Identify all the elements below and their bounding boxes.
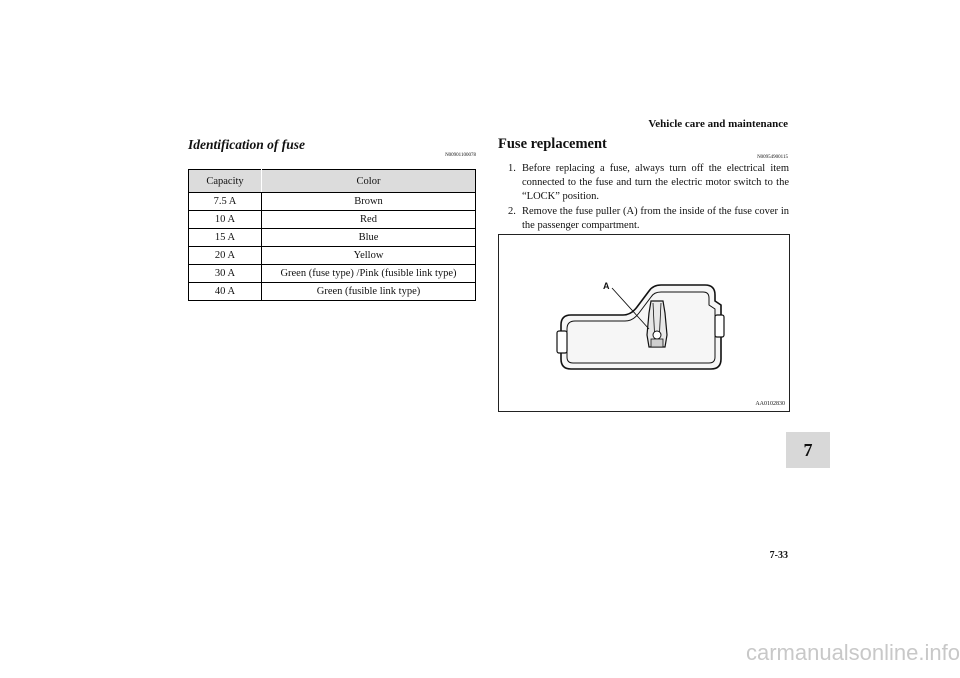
- figure-code: AA0102830: [755, 401, 785, 407]
- running-header: Vehicle care and maintenance: [648, 118, 788, 130]
- table-row: [189, 265, 476, 283]
- color-cell: Red: [262, 211, 476, 229]
- fuse-puller-icon: [647, 301, 667, 347]
- fuse-cover-outline: [561, 285, 721, 369]
- fuse-identification-code: N00901100078: [445, 153, 476, 158]
- right-clip-icon: [715, 315, 724, 337]
- capacity-cell: 40 A: [189, 283, 262, 301]
- fuse-table: [188, 169, 476, 301]
- capacity-cell: 10 A: [189, 211, 262, 229]
- page-number: 7-33: [769, 550, 788, 561]
- fuse-cover-illustration: [499, 235, 789, 411]
- fuse-replacement-heading: Fuse replacement: [498, 136, 607, 152]
- section-tab: 7: [786, 432, 830, 468]
- fuse-cover-figure: [498, 234, 790, 412]
- color-cell: Green (fuse type) /Pink (fusible link type): [262, 265, 476, 283]
- step-text: Before replacing a fuse, always turn off the electrical item connected to the fuse and turn the electric motor switch to the “LOCK” position.: [522, 163, 789, 202]
- watermark: carmanualsonline.info: [745, 640, 960, 665]
- table-row: [189, 193, 476, 211]
- table-header-row: [189, 170, 476, 193]
- color-cell: Green (fusible link type): [262, 283, 476, 301]
- list-item: [498, 162, 789, 204]
- left-clip-icon: [557, 331, 567, 353]
- list-item: [498, 205, 789, 233]
- table-row: [189, 283, 476, 301]
- color-cell: Brown: [262, 193, 476, 211]
- column-header-color: Color: [262, 170, 476, 193]
- table-row: [189, 211, 476, 229]
- fuse-identification-heading: Identification of fuse: [188, 137, 305, 152]
- callout-label-a: A: [603, 281, 610, 291]
- table-row: [189, 247, 476, 265]
- replacement-steps: [498, 162, 789, 234]
- column-header-capacity: Capacity: [189, 170, 262, 193]
- capacity-cell: 20 A: [189, 247, 262, 265]
- color-cell: Blue: [262, 229, 476, 247]
- table-row: [189, 229, 476, 247]
- step-number: 2.: [508, 206, 516, 217]
- step-text: Remove the fuse puller (A) from the inside of the fuse cover in the passenger compartment.: [522, 206, 789, 231]
- capacity-cell: 7.5 A: [189, 193, 262, 211]
- fuse-replacement-code: N00954900115: [757, 155, 788, 160]
- capacity-cell: 30 A: [189, 265, 262, 283]
- capacity-cell: 15 A: [189, 229, 262, 247]
- color-cell: Yellow: [262, 247, 476, 265]
- step-number: 1.: [508, 163, 516, 174]
